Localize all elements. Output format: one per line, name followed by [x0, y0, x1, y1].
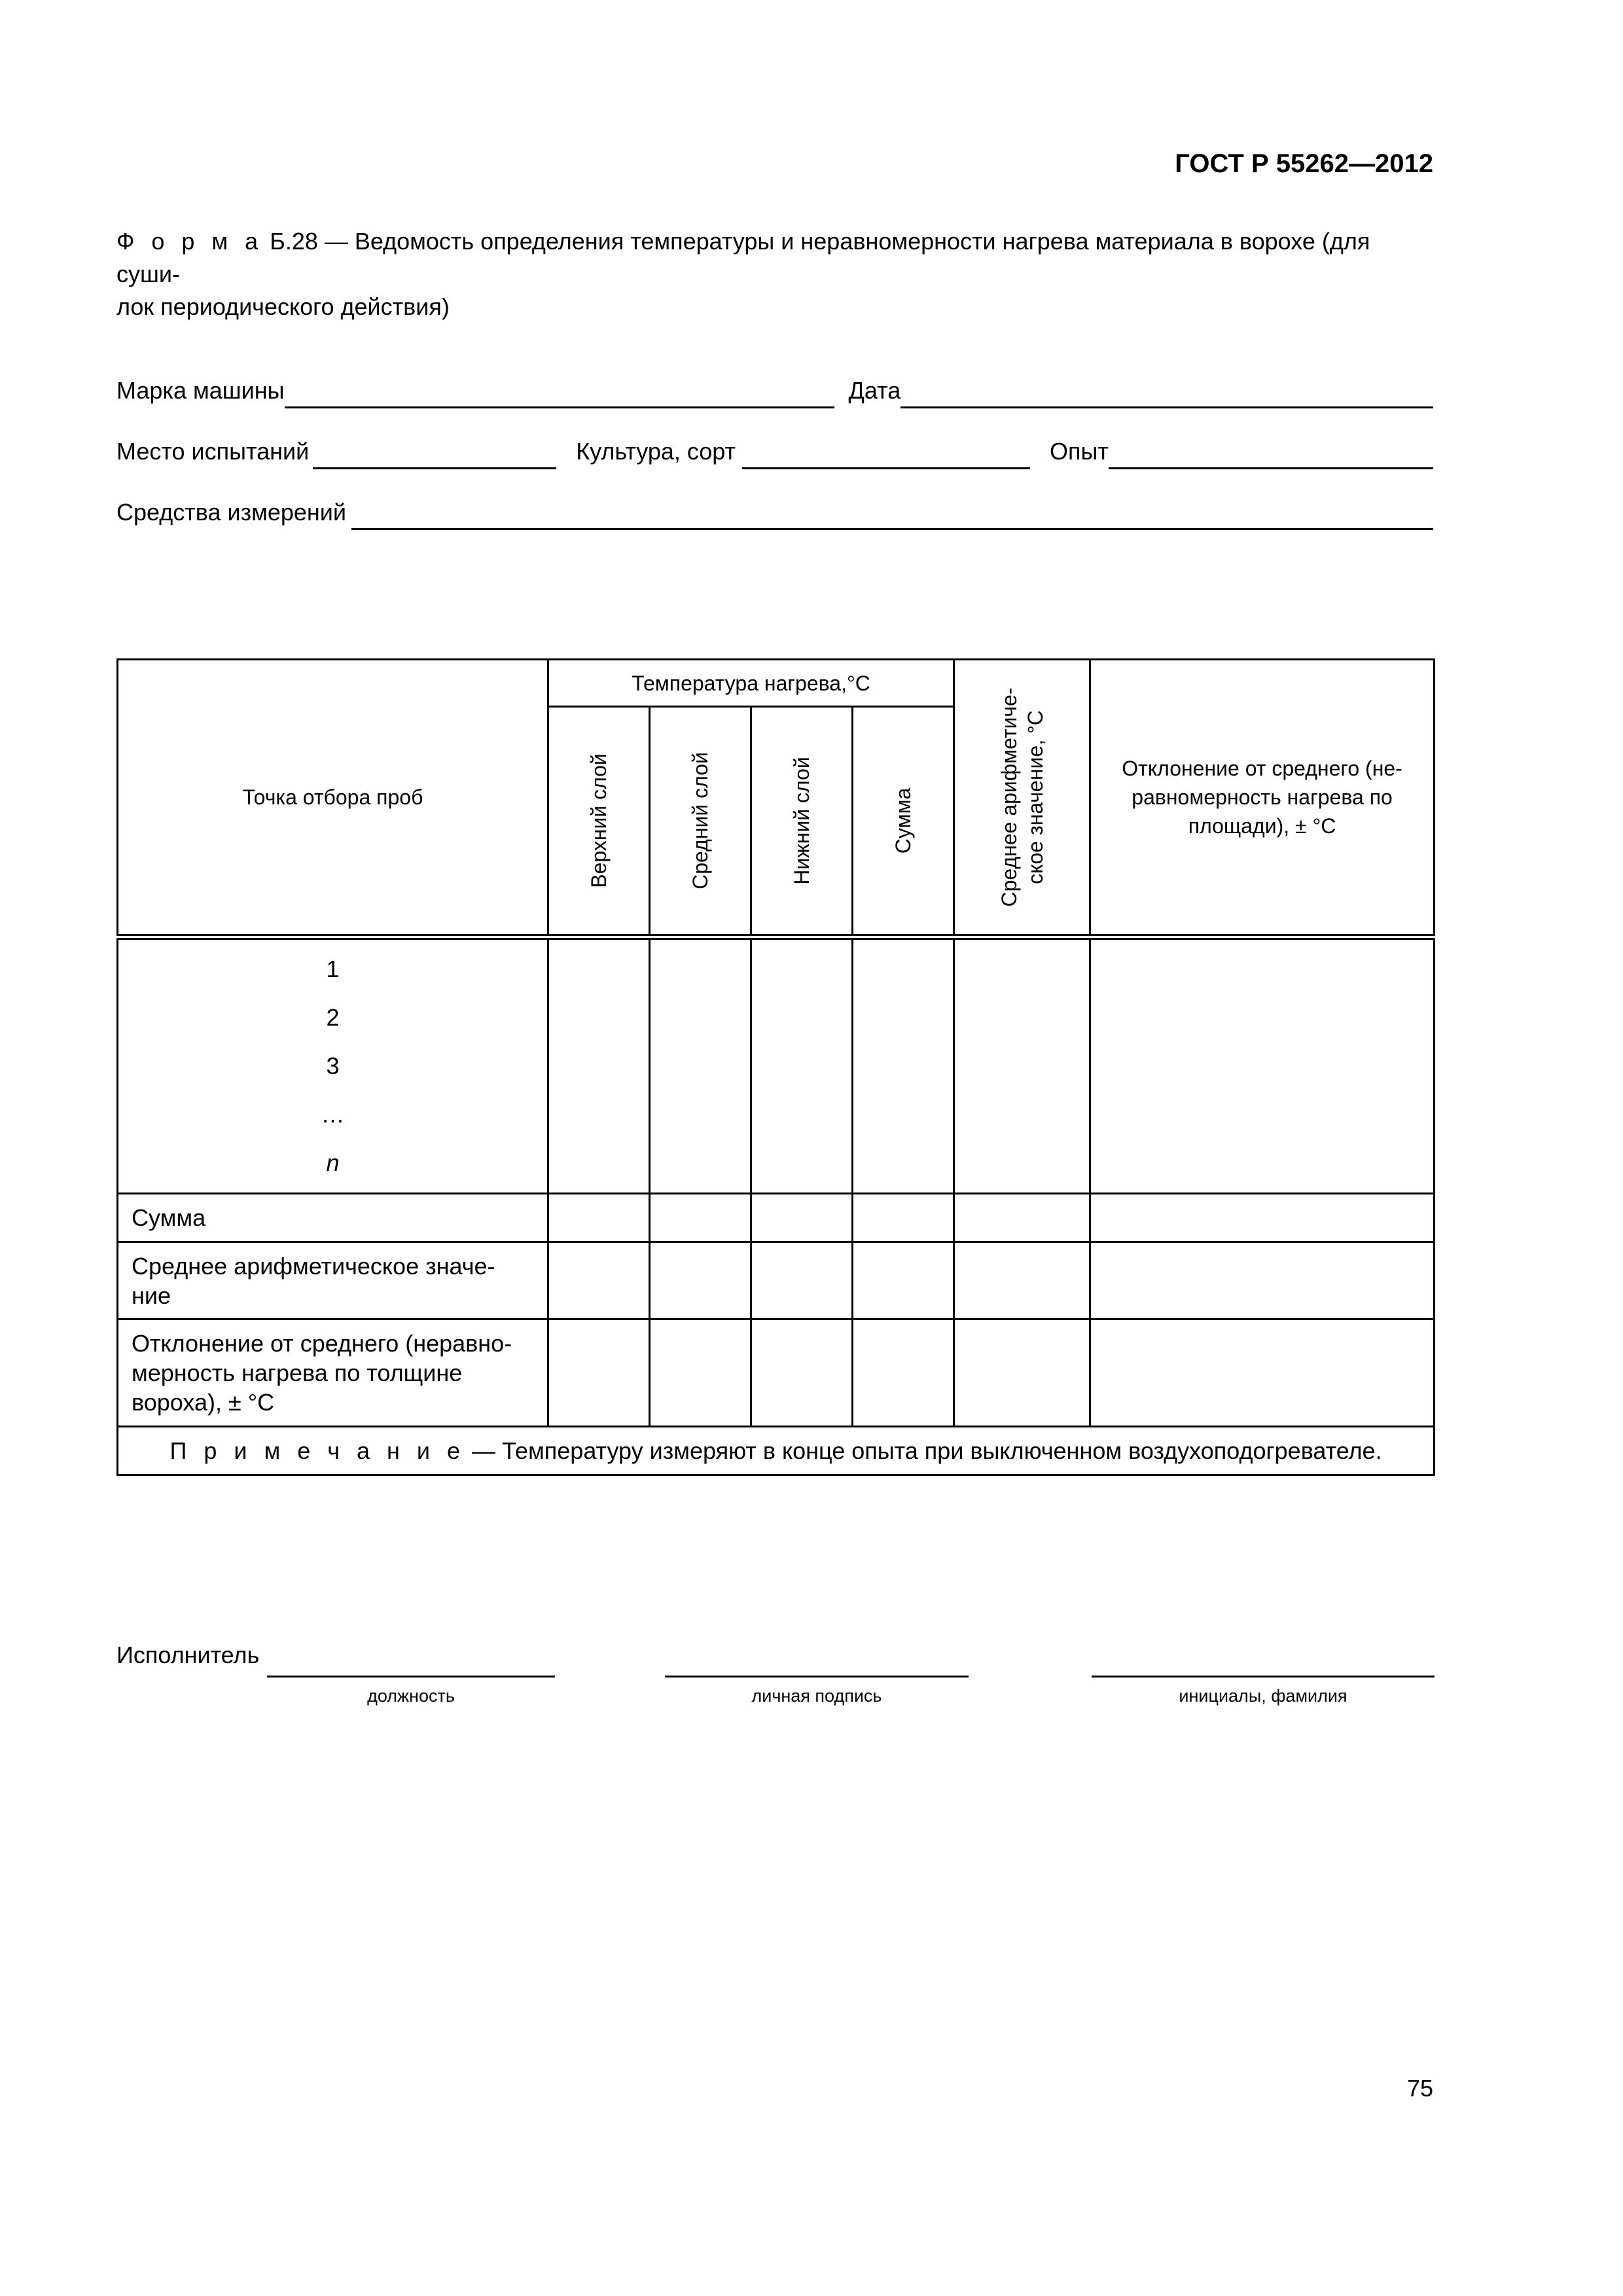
personal-signature-field[interactable] [665, 1676, 969, 1677]
cell[interactable] [751, 1319, 853, 1427]
header-middle-layer: Средний слой [688, 752, 712, 889]
cell[interactable] [751, 937, 853, 1194]
point-2: 2 [326, 1004, 340, 1031]
table-row-deviation-thickness [118, 1319, 1435, 1427]
cell[interactable] [548, 1194, 650, 1242]
field-row-instruments [116, 497, 1433, 530]
instruments-label: Средства измерений [116, 499, 347, 526]
table-note [118, 1427, 1435, 1475]
row-label-mean: Среднее арифметическое значе-ние [118, 1242, 548, 1319]
page-number: 75 [1406, 2075, 1433, 2102]
field-row-site-crop-experiment [116, 437, 1433, 469]
header-sum: Сумма [891, 787, 916, 854]
header-upper-layer: Верхний слой [587, 753, 611, 888]
cell[interactable] [548, 1319, 650, 1427]
cell[interactable] [954, 1242, 1090, 1319]
instruments-field[interactable] [351, 499, 1433, 530]
table-row-note [118, 1427, 1435, 1475]
cell[interactable] [650, 1194, 751, 1242]
sampling-points-list [118, 937, 548, 1194]
initials-surname-caption: инициалы, фамилия [1179, 1686, 1347, 1706]
cell[interactable] [853, 1242, 954, 1319]
test-site-label: Место испытаний [116, 438, 310, 465]
cell[interactable] [650, 1319, 751, 1427]
point-1: 1 [326, 956, 340, 982]
form-title-prefix: Ф о р м а [116, 228, 264, 255]
note-text: — Температуру измеряют в конце опыта при выключенном воздухоподогревателе. [465, 1437, 1382, 1464]
cell[interactable] [853, 1319, 954, 1427]
document-id: ГОСТ Р 55262—2012 [1175, 149, 1433, 178]
temperature-table [116, 658, 1435, 1476]
header-lower-layer-cell [751, 707, 853, 937]
date-field[interactable] [901, 378, 1433, 408]
header-mean-value [954, 660, 1090, 937]
cell[interactable] [548, 1242, 650, 1319]
personal-signature-caption: личная подпись [751, 1686, 882, 1706]
cell[interactable] [954, 1319, 1090, 1427]
position-caption: должность [367, 1686, 455, 1706]
cell[interactable] [650, 937, 751, 1194]
machine-brand-label: Марка машины [116, 377, 285, 404]
cell[interactable] [751, 1242, 853, 1319]
cell[interactable] [954, 937, 1090, 1194]
machine-brand-field[interactable] [285, 378, 834, 408]
header-heating-temperature: Температура нагрева,°С [548, 660, 954, 707]
header-mean-line1: Среднее арифметиче- [997, 687, 1021, 907]
position-field[interactable] [267, 1676, 555, 1677]
form-title [116, 225, 1432, 323]
cell[interactable] [1090, 1242, 1435, 1319]
form-title-text: Б.28 — Ведомость определения температуры и неравномерности нагрева материала в ворохе (для суши- [116, 228, 1370, 287]
crop-variety-label: Культура, сорт [576, 438, 736, 465]
row-label-sum: Сумма [118, 1194, 548, 1242]
row-label-deviation-thickness: Отклонение от среднего (неравно-мерность нагрева по толщине вороха), ± °С [118, 1319, 548, 1427]
experiment-label: Опыт [1050, 438, 1109, 465]
cell[interactable] [853, 937, 954, 1194]
header-middle-layer-cell [650, 707, 751, 937]
point-ellipsis: … [321, 1101, 345, 1128]
cell[interactable] [1090, 1319, 1435, 1427]
table-row-sum [118, 1194, 1435, 1242]
cell[interactable] [548, 937, 650, 1194]
test-site-field[interactable] [313, 439, 556, 469]
cell[interactable] [853, 1194, 954, 1242]
note-prefix: П р и м е ч а н и е [169, 1437, 466, 1464]
crop-variety-field[interactable] [742, 439, 1030, 469]
date-label: Дата [848, 377, 901, 404]
cell[interactable] [650, 1242, 751, 1319]
field-row-machine-date [116, 376, 1433, 408]
cell[interactable] [1090, 937, 1435, 1194]
cell[interactable] [954, 1194, 1090, 1242]
header-lower-layer: Нижний слой [790, 757, 813, 885]
header-sum-cell [853, 707, 954, 937]
header-mean-line2: ское значение, °С [1023, 710, 1047, 884]
table-row-points [118, 937, 1435, 1194]
header-sampling-point: Точка отбора проб [118, 660, 548, 937]
executor-label: Исполнитель [116, 1641, 260, 1668]
point-3: 3 [326, 1052, 340, 1079]
cell[interactable] [751, 1194, 853, 1242]
header-upper-layer-cell [548, 707, 650, 937]
form-title-line2: лок периодического действия) [116, 293, 450, 320]
header-deviation-area: Отклонение от среднего (не-равномерность нагрева по площади), ± °С [1090, 660, 1435, 937]
point-n: n [326, 1149, 340, 1176]
initials-surname-field[interactable] [1092, 1676, 1435, 1677]
experiment-field[interactable] [1109, 439, 1433, 469]
cell[interactable] [1090, 1194, 1435, 1242]
table-row-mean [118, 1242, 1435, 1319]
